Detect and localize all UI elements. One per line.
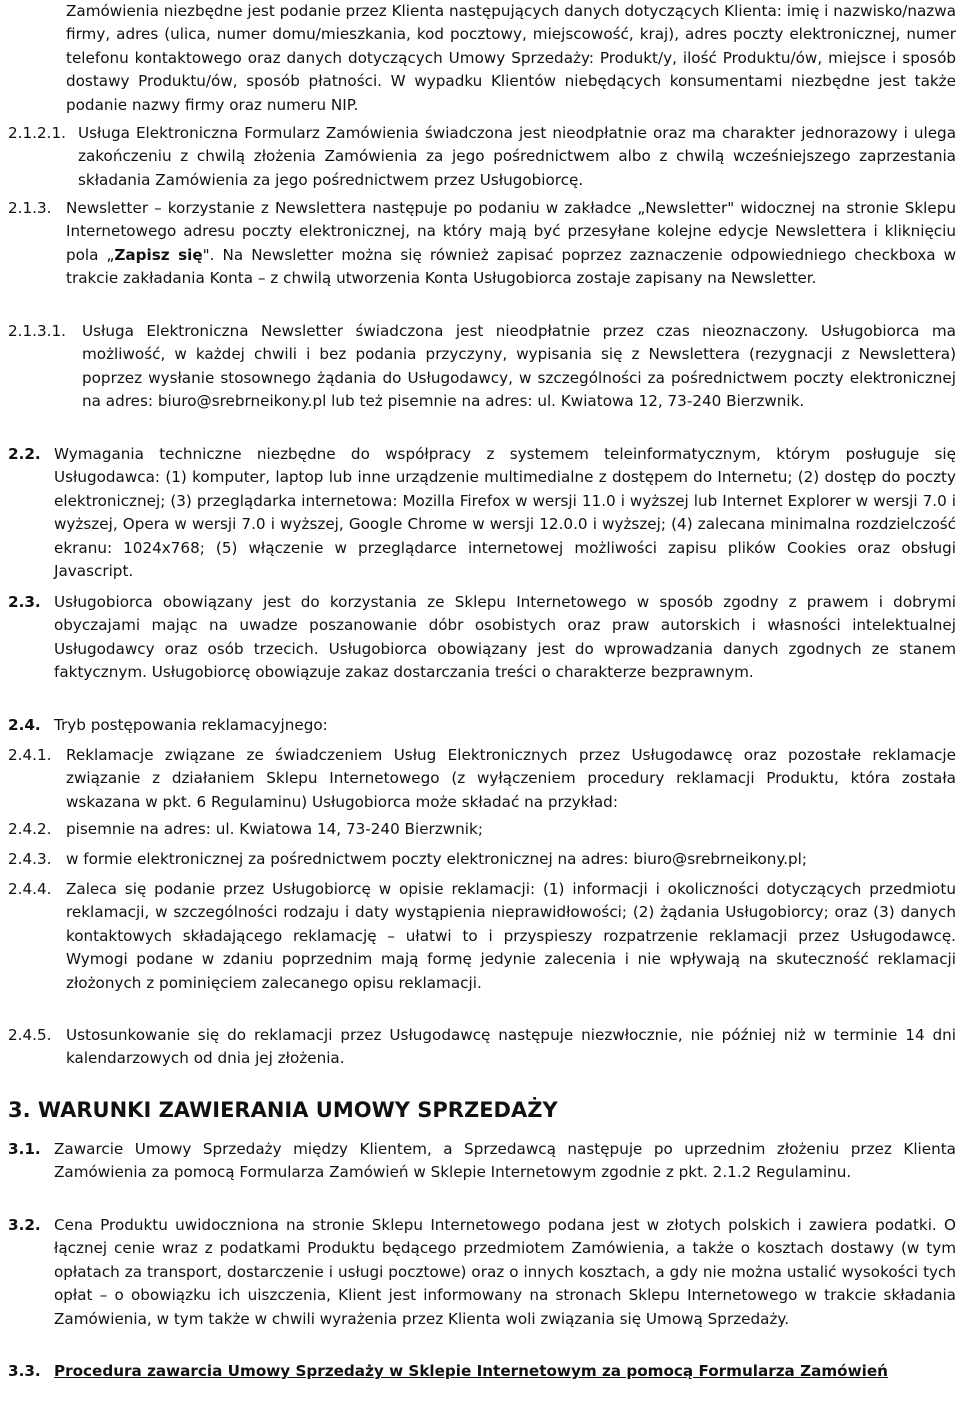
section-2-2 (8, 443, 956, 583)
section-heading: 3. WARUNKI ZAWIERANIA UMOWY SPRZEDAŻY (8, 1098, 558, 1122)
section-text: Cena Produktu uwidoczniona na stronie Sklepu Internetowego podana jest w złotych polskich i zawiera podatki. O łącznej cenie wraz z podatkami Produktu będącego przedmiotem Zamówienia, a także o kosztach dostawy (w tym opłatach za transport, dostarczenie i usługi pocztowe) oraz o innych kosztach, a gdy nie można ustalić wysokości tych opłat – o obowiązku ich uiszczenia, Klient jest informowany na stronach Sklepu Internetowego w trakcie składania Zamówienia, w tym także w chwili wyrażenia przez Klienta woli związania się Umową Sprzedaży. (54, 1216, 956, 1328)
section-text: Ustosunkowanie się do reklamacji przez Usługodawcę następuje niezwłocznie, nie później niż w terminie 14 dni kalendarzowych od dnia jej złożenia. (66, 1026, 956, 1068)
section-number: 3.1. (8, 1140, 41, 1158)
section-number: 2.4.5. (8, 1026, 52, 1044)
section-number: 2.2. (8, 445, 41, 463)
section-number: 3.3. (8, 1362, 41, 1380)
section-text: Newsletter – korzystanie z Newslettera następuje po podaniu w zakładce „Newsletter" widocznej na stronie Sklepu Internetowego adresu poczty elektronicznej, na który mają być przesyłane kolejne edycje Newslettera i kliknięciu pola „Zapisz się". Na Newsletter można się również zapisać poprzez zaznaczenie odpowiedniego checkboxa w trakcie zakładania Konta – z chwilą utworzenia Konta Usługobiorca zostaje zapisany na Newsletter. (66, 199, 957, 288)
section-text: Procedura zawarcia Umowy Sprzedaży w Sklepie Internetowym za pomocą Formularza Zamówień (54, 1362, 888, 1380)
section-number: 2.1.3.1. (8, 322, 66, 340)
section-text: Tryb postępowania reklamacyjnego: (54, 716, 328, 734)
zapisz-sie-label: Zapisz się (114, 245, 203, 264)
section-2-1-3-1 (8, 320, 956, 414)
section-2-1-2-1 (8, 122, 956, 192)
section-2-4-4 (8, 878, 956, 995)
section-text: Zaleca się podanie przez Usługobiorcę w opisie reklamacji: (1) informacji i okoliczności dotyczących przedmiotu reklamacji, w szczególności rodzaju i daty wystąpienia nieprawidłowości; (2) żądania Usługobiorcy; oraz (3) danych kontaktowych składającego reklamację – ułatwi to i przyspieszy rozpatrzenie reklamacji przez Usługodawcę. Wymogi podane w zdaniu poprzednim mają formę jedynie zalecenia i nie wpływają na skuteczność reklamacji złożonych z pominięciem zalecanego opisu reklamacji. (66, 880, 956, 992)
section-text: Reklamacje związane ze świadczeniem Usług Elektronicznych przez Usługodawcę oraz pozostałe reklamacje związanie z działaniem Sklepu Internetowego (z wyłączeniem procedury reklamacji Produktu, która została wskazana w pkt. 6 Regulaminu) Usługobiorca może składać na przykład: (66, 746, 956, 811)
section-number: 2.1.2.1. (8, 124, 66, 142)
section-3-2 (8, 1214, 956, 1331)
section-text: Usługa Elektroniczna Newsletter świadczona jest nieodpłatnie przez czas nieoznaczony. Usługobiorca ma możliwość, w każdej chwili i bez podania przyczyny, wypisania się z Newslettera (rezygnacji z Newslettera) poprzez wysłanie stosownego żądania do Usługodawcy, w szczególności za pośrednictwem poczty elektronicznej na adres: biuro@srebrneikony.pl lub też pisemnie na adres: ul. Kwiatowa 12, 73-240 Bierzwnik. (82, 322, 956, 411)
section-number: 2.3. (8, 593, 41, 611)
section-2-4-1 (8, 744, 956, 814)
section-number: 3.2. (8, 1216, 41, 1234)
section-2-1-3 (8, 197, 956, 291)
section-text: w formie elektronicznej za pośrednictwem poczty elektronicznej na adres: biuro@srebrneikony.pl; (66, 850, 808, 868)
section-text: Zawarcie Umowy Sprzedaży między Klientem, a Sprzedawcą następuje po uprzednim złożeniu przez Klienta Zamówienia za pomocą Formularza Zamówień w Sklepie Internetowym zgodnie z pkt. 2.1.2 Regulaminu. (54, 1140, 956, 1182)
section-2-4-2 (8, 818, 956, 841)
section-3-1 (8, 1138, 956, 1185)
section-2-4-3 (8, 848, 956, 871)
section-number: 2.4.4. (8, 880, 52, 898)
section-3-3 (8, 1360, 956, 1383)
section-number: 2.4.1. (8, 746, 52, 764)
section-text: Usługobiorca obowiązany jest do korzystania ze Sklepu Internetowego w sposób zgodny z prawem i dobrymi obyczajami mając na uwadze poszanowanie dóbr osobistych oraz praw autorskich i własności intelektualnej Usługodawcy oraz osób trzecich. Usługobiorca obowiązany jest do wprowadzania danych zgodnych ze stanem faktycznym. Usługobiorcę obowiązuje zakaz dostarczania treści o charakterze bezprawnym. (54, 593, 956, 682)
section-2-4-5 (8, 1024, 956, 1071)
section-number: 2.1.3. (8, 199, 52, 217)
section-text: Usługa Elektroniczna Formularz Zamówienia świadczona jest nieodpłatnie oraz ma charakter jednorazowy i ulega zakończeniu z chwilą złożenia Zamówienia za jego pośrednictwem albo z chwilą wcześniejszego zaprzestania składania Zamówienia za jego pośrednictwem przez Usługobiorcę. (78, 124, 956, 189)
section-text: Wymagania techniczne niezbędne do współpracy z systemem teleinformatycznym, którym posługuje się Usługodawca: (1) komputer, laptop lub inne urządzenie multimedialne z dostępem do Internetu; (2) dostęp do poczty elektronicznej; (3) przeglądarka internetowa: Mozilla Firefox w wersji 11.0 i wyższej lub Internet Explorer w wersji 7.0 i wyższej, Opera w wersji 7.0 i wyższej, Google Chrome w wersji 12.0.0 i wyższej; (4) zalecana minimalna rozdzielczość ekranu: 1024x768; (5) włączenie w przeglądarce internetowej możliwości zapisu plików Cookies oraz obsługi Javascript. (54, 445, 956, 581)
intro-paragraph: Zamówienia niezbędne jest podanie przez Klienta następujących danych dotyczących Klienta: imię i nazwisko/nazwa firmy, adres (ulica, numer domu/mieszkania, kod pocztowy, miejscowość, kraj), adres poczty elektronicznej, numer telefonu kontaktowego oraz danych dotyczących Umowy Sprzedaży: Produkt/y, ilość Produktu/ów, miejsce i sposób dostawy Produktu/ów, sposób płatności. W wypadku Klientów niebędących konsumentami niezbędne jest także podanie nazwy firmy oraz numeru NIP. (66, 2, 956, 114)
section-text: pisemnie na adres: ul. Kwiatowa 14, 73-240 Bierzwnik; (66, 820, 483, 838)
section-number: 2.4.3. (8, 850, 52, 868)
section-2-3 (8, 591, 956, 685)
section-2-4 (8, 714, 956, 737)
section-number: 2.4. (8, 716, 41, 734)
section-number: 2.4.2. (8, 820, 52, 838)
